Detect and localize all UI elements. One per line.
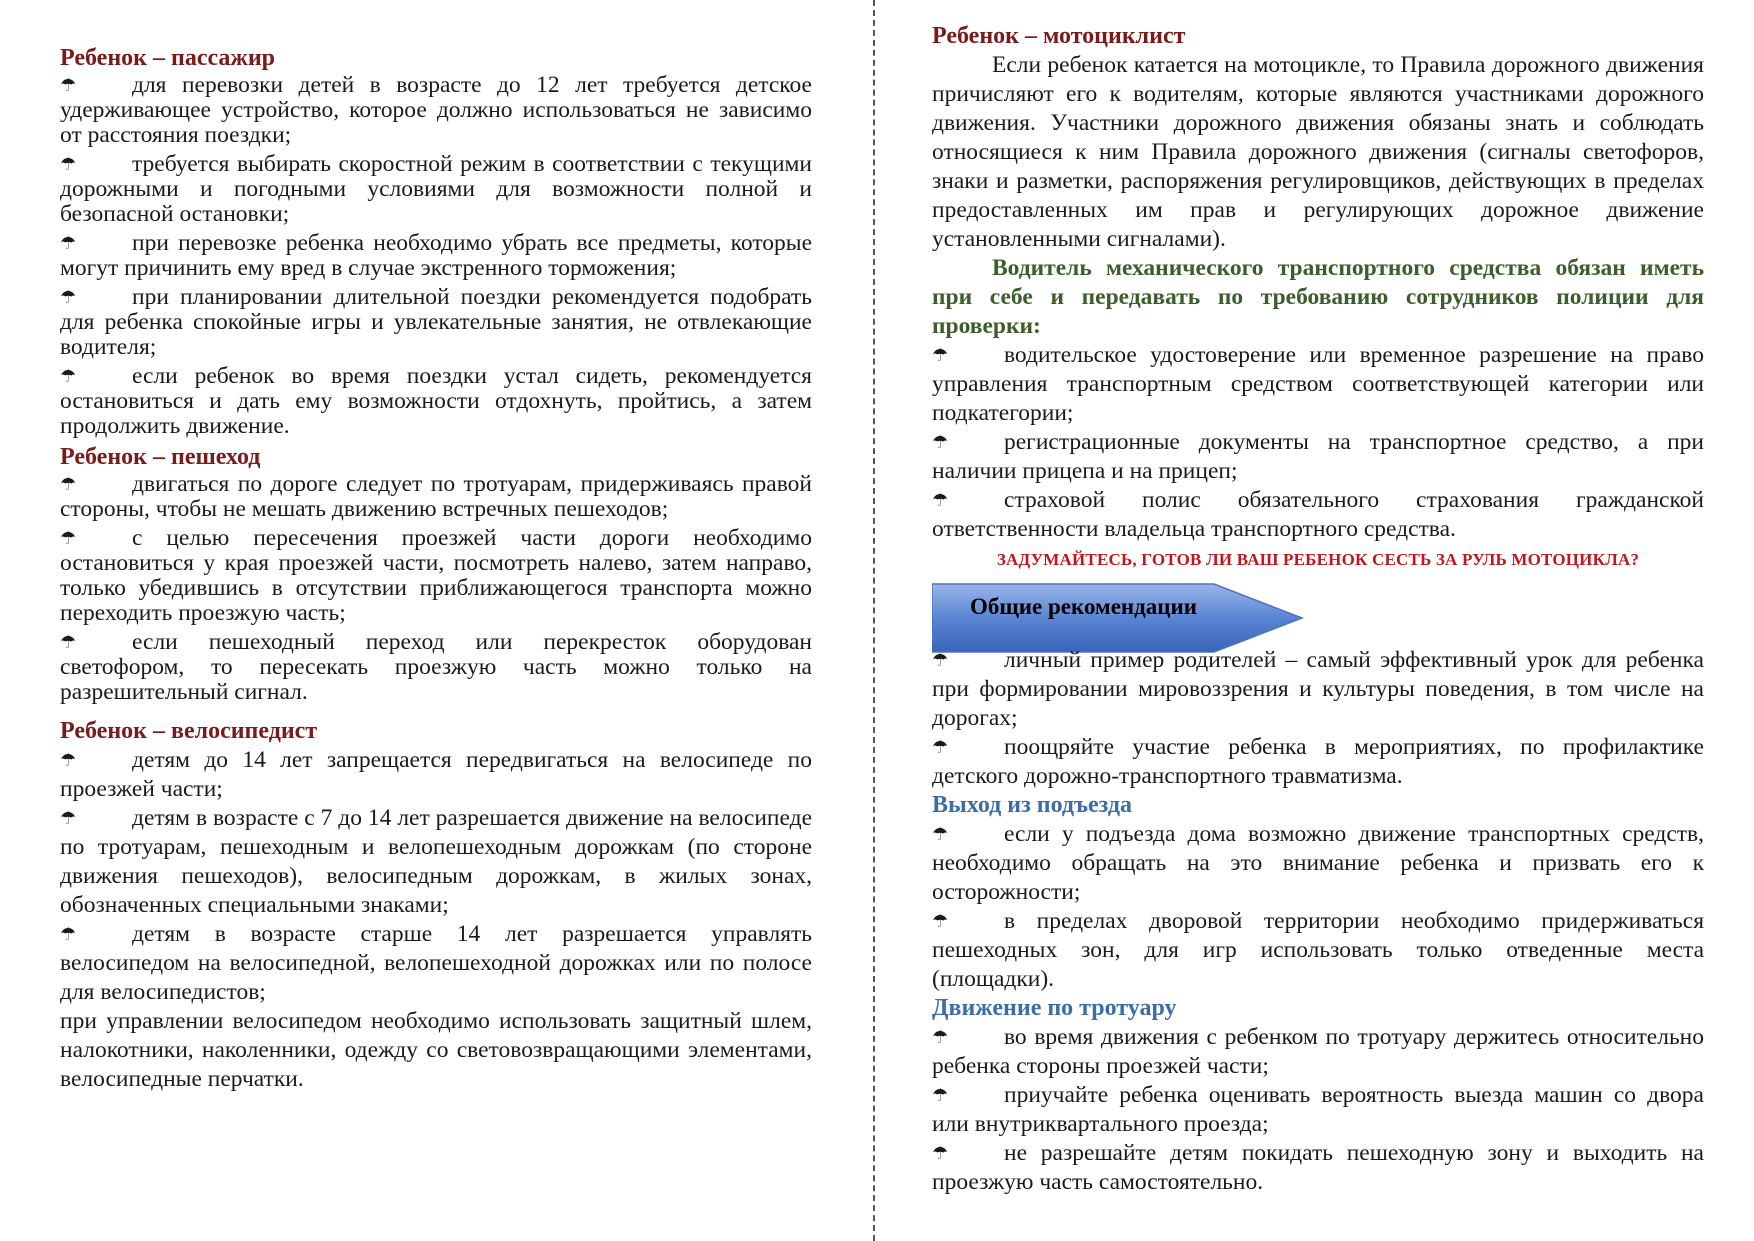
list-item: ☂ регистрационные документы на транспортное средство, а при наличии прицепа и на прицеп; xyxy=(932,429,1704,484)
list-item: ☂ в пределах дворовой территории необходимо придерживаться пешеходных зон, для игр использовать только отведенные места (площадки). xyxy=(932,908,1704,992)
list-item: ☂ во время движения с ребенком по тротуару держитесь относительно ребенка стороны проезжей части; xyxy=(932,1024,1704,1079)
entrance-list xyxy=(932,820,1704,994)
list-item-plain: при управлении велосипедом необходимо использовать защитный шлем, налокотники, наколенники, одежду со световозвращающими элементами, велосипедные перчатки. xyxy=(60,1008,812,1092)
umbrella-icon: ☂ xyxy=(932,737,949,757)
list-item: ☂ водительское удостоверение или временное разрешение на право управления транспортным средством соответствующей категории или подкатегории; xyxy=(932,342,1704,426)
list-item: ☂ если ребенок во время поездки устал сидеть, рекомендуется остановиться и дать ему возможности отдохнуть, пройтись, а затем продолжить движение. xyxy=(60,363,812,439)
umbrella-icon: ☂ xyxy=(60,528,77,548)
list-item: ☂ если у подъезда дома возможно движение транспортных средств, необходимо обращать на это внимание ребенка и призвать его к осторожности; xyxy=(932,821,1704,905)
list-item: ☂ не разрешайте детям покидать пешеходную зону и выходить на проезжую часть самостоятельно. xyxy=(932,1140,1704,1195)
general-recommendations-banner xyxy=(932,580,1304,656)
pedestrian-list xyxy=(60,472,812,705)
umbrella-icon: ☂ xyxy=(60,750,77,770)
list-item: ☂ при планировании длительной поездки рекомендуется подобрать для ребенка спокойные игры и увлекательные занятия, не отвлекающие водителя; xyxy=(60,284,812,360)
general-list xyxy=(932,646,1704,791)
passenger-list xyxy=(60,73,812,439)
right-column xyxy=(932,22,1704,1197)
umbrella-icon: ☂ xyxy=(932,650,949,670)
documents-list xyxy=(932,341,1704,544)
moto-intro: Если ребенок катается на мотоцикле, то Правила дорожного движения причисляют его к водителям, которые являются участниками дорожного движения. Участники дорожного движения обязаны знать и соблюдать относящиеся к ним Правила дорожного движения (сигналы светофоров, знаки и разметки, распоряжения регулировщиков, действующих в пределах предоставленных им прав и регулирующих дорожное движение установленными сигналами). xyxy=(932,52,1704,252)
umbrella-icon: ☂ xyxy=(932,824,949,844)
umbrella-icon: ☂ xyxy=(60,366,77,386)
umbrella-icon: ☂ xyxy=(932,1027,949,1047)
umbrella-icon: ☂ xyxy=(60,154,77,174)
list-item: ☂ детям до 14 лет запрещается передвигаться на велосипеде по проезжей части; xyxy=(60,747,812,802)
umbrella-icon: ☂ xyxy=(932,432,949,452)
umbrella-icon: ☂ xyxy=(60,632,77,652)
list-item: ☂ детям в возрасте с 7 до 14 лет разрешается движение на велосипеде по тротуарам, пешеходным и велопешеходным дорожкам (по стороне движения пешеходов), велосипедным дорожкам, в жилых зонах, обозначенных специальными знаками; xyxy=(60,805,812,918)
list-item: ☂ личный пример родителей – самый эффективный урок для ребенка при формировании мировоззрения и культуры поведения, в том числе на дорогах; xyxy=(932,647,1704,731)
umbrella-icon: ☂ xyxy=(60,808,77,828)
section-title-cyclist: Ребенок – велосипедист xyxy=(60,718,318,744)
section-title-sidewalk: Движение по тротуару xyxy=(932,995,1177,1021)
list-item: ☂ детям в возрасте старше 14 лет разрешается управлять велосипедом на велосипедной, велопешеходной дорожках или по полосе для велосипедистов; xyxy=(60,921,812,1005)
banner-label: Общие рекомендации xyxy=(970,594,1198,619)
list-item: ☂ при перевозке ребенка необходимо убрать все предметы, которые могут причинить ему вред в случае экстренного торможения; xyxy=(60,230,812,281)
sidewalk-list xyxy=(932,1023,1704,1197)
section-title-pedestrian: Ребенок – пешеход xyxy=(60,444,261,470)
umbrella-icon: ☂ xyxy=(60,924,77,944)
umbrella-icon: ☂ xyxy=(60,287,77,307)
section-title-passenger: Ребенок – пассажир xyxy=(60,45,275,71)
list-item: ☂ если пешеходный переход или перекресток оборудован светофором, то пересекать проезжую часть можно только на разрешительный сигнал. xyxy=(60,629,812,705)
driver-rule: Водитель механического транспортного средства обязан иметь при себе и передавать по требованию сотрудников полиции для проверки: xyxy=(932,255,1704,339)
umbrella-icon: ☂ xyxy=(60,474,77,494)
warning-text: ЗАДУМАЙТЕСЬ, ГОТОВ ЛИ ВАШ РЕБЕНОК СЕСТЬ ЗА РУЛЬ МОТОЦИКЛА? xyxy=(996,550,1640,569)
umbrella-icon: ☂ xyxy=(60,75,77,95)
list-item: ☂ требуется выбирать скоростной режим в соответствии с текущими дорожными и погодными условиями для возможности полной и безопасной остановки; xyxy=(60,151,812,227)
list-item: ☂ для перевозки детей в возрасте до 12 лет требуется детское удерживающее устройство, которое должно использоваться не зависимо от расстояния поездки; xyxy=(60,72,812,148)
umbrella-icon: ☂ xyxy=(932,345,949,365)
list-item: ☂ страховой полис обязательного страхования гражданской ответственности владельца транспортного средства. xyxy=(932,487,1704,542)
section-title-entrance: Выход из подъезда xyxy=(932,792,1133,818)
column-divider xyxy=(873,0,875,1241)
umbrella-icon: ☂ xyxy=(932,490,949,510)
umbrella-icon: ☂ xyxy=(60,233,77,253)
list-item: ☂ поощряйте участие ребенка в мероприятиях, по профилактике детского дорожно-транспортного травматизма. xyxy=(932,734,1704,789)
umbrella-icon: ☂ xyxy=(932,911,949,931)
section-title-moto: Ребенок – мотоциклист xyxy=(932,23,1186,49)
list-item: ☂ двигаться по дороге следует по тротуарам, придерживаясь правой стороны, чтобы не мешать движению встречных пешеходов; xyxy=(60,471,812,522)
cyclist-list xyxy=(60,746,812,1094)
umbrella-icon: ☂ xyxy=(932,1143,949,1163)
left-column xyxy=(60,44,812,1094)
list-item: ☂ приучайте ребенка оценивать вероятность выезда машин со двора или внутриквартального проезда; xyxy=(932,1082,1704,1137)
list-item: ☂ с целью пересечения проезжей части дороги необходимо остановиться у края проезжей части, посмотреть налево, затем направо, только убедившись в отсутствии приближающегося транспорта можно переходить проезжую часть; xyxy=(60,525,812,626)
umbrella-icon: ☂ xyxy=(932,1085,949,1105)
